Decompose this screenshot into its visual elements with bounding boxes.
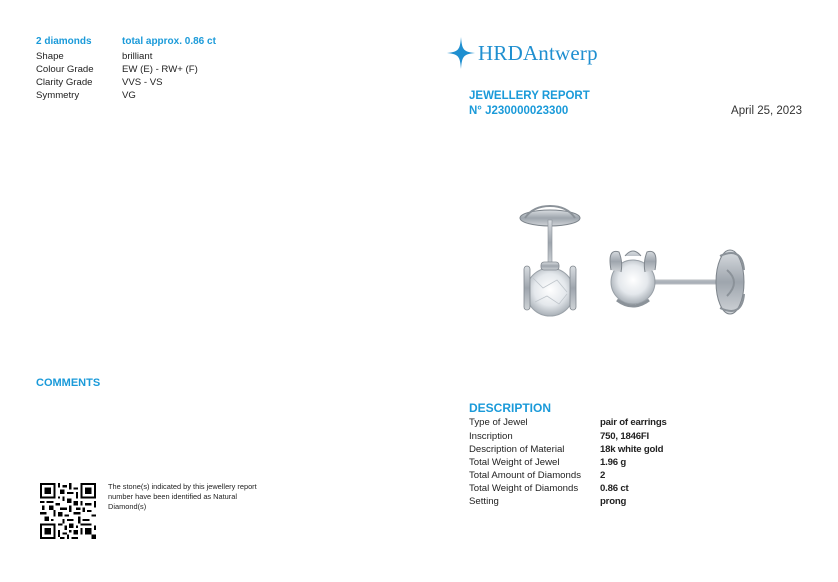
description-value: 18k white gold bbox=[600, 444, 664, 455]
stone-attr-value: brilliant bbox=[122, 51, 153, 62]
stone-attr-row bbox=[36, 76, 163, 89]
qr-code[interactable] bbox=[40, 483, 96, 539]
description-label: Inscription bbox=[469, 431, 513, 442]
stone-attr-label: Shape bbox=[36, 51, 64, 62]
description-row bbox=[469, 443, 663, 456]
report-title: JEWELLERY REPORT bbox=[469, 90, 590, 102]
stone-attr-value: VG bbox=[122, 90, 136, 101]
stone-attr-label: Colour Grade bbox=[36, 64, 94, 75]
description-value: pair of earrings bbox=[600, 417, 667, 428]
description-label: Type of Jewel bbox=[469, 417, 528, 428]
description-label: Setting bbox=[469, 496, 499, 507]
description-value: 750, 1846FI bbox=[600, 431, 650, 442]
stone-attr-row bbox=[36, 89, 136, 102]
description-value: 0.86 ct bbox=[600, 483, 629, 494]
description-label: Total Amount of Diamonds bbox=[469, 470, 581, 481]
report-date: April 25, 2023 bbox=[731, 105, 802, 117]
logo-text: HRDAntwerp bbox=[478, 40, 598, 65]
description-title: DESCRIPTION bbox=[469, 401, 552, 415]
description-label: Description of Material bbox=[469, 444, 565, 455]
description-label: Total Weight of Jewel bbox=[469, 457, 560, 468]
description-value: 2 bbox=[600, 470, 606, 481]
description-value: prong bbox=[600, 496, 627, 507]
description-row bbox=[469, 456, 626, 469]
star-sparkle-icon bbox=[446, 36, 476, 70]
earrings-photo bbox=[505, 200, 770, 330]
stone-attr-value: EW (E) - RW+ (F) bbox=[122, 64, 198, 75]
description-row bbox=[469, 482, 628, 495]
stone-attr-label: Clarity Grade bbox=[36, 77, 93, 88]
description-row bbox=[469, 495, 626, 508]
stone-total-weight: total approx. 0.86 ct bbox=[122, 36, 216, 47]
description-value: 1.96 g bbox=[600, 457, 626, 468]
stone-attr-row bbox=[36, 50, 152, 63]
stone-attr-value: VVS - VS bbox=[122, 77, 163, 88]
description-row bbox=[469, 416, 667, 429]
natural-diamond-note: The stone(s) indicated by this jewellery report number have been identified as Natural Diamond(s) bbox=[108, 482, 257, 511]
description-label: Total Weight of Diamonds bbox=[469, 483, 579, 494]
stone-attr-row bbox=[36, 63, 198, 76]
description-row bbox=[469, 430, 649, 443]
comments-title: COMMENTS bbox=[36, 377, 101, 389]
stone-summary-header bbox=[36, 36, 216, 47]
stone-attr-label: Symmetry bbox=[36, 90, 80, 101]
report-number: N° J230000023300 bbox=[469, 105, 569, 117]
description-row bbox=[469, 469, 605, 482]
stone-count: 2 diamonds bbox=[36, 36, 92, 47]
hrd-antwerp-logo bbox=[446, 36, 598, 70]
